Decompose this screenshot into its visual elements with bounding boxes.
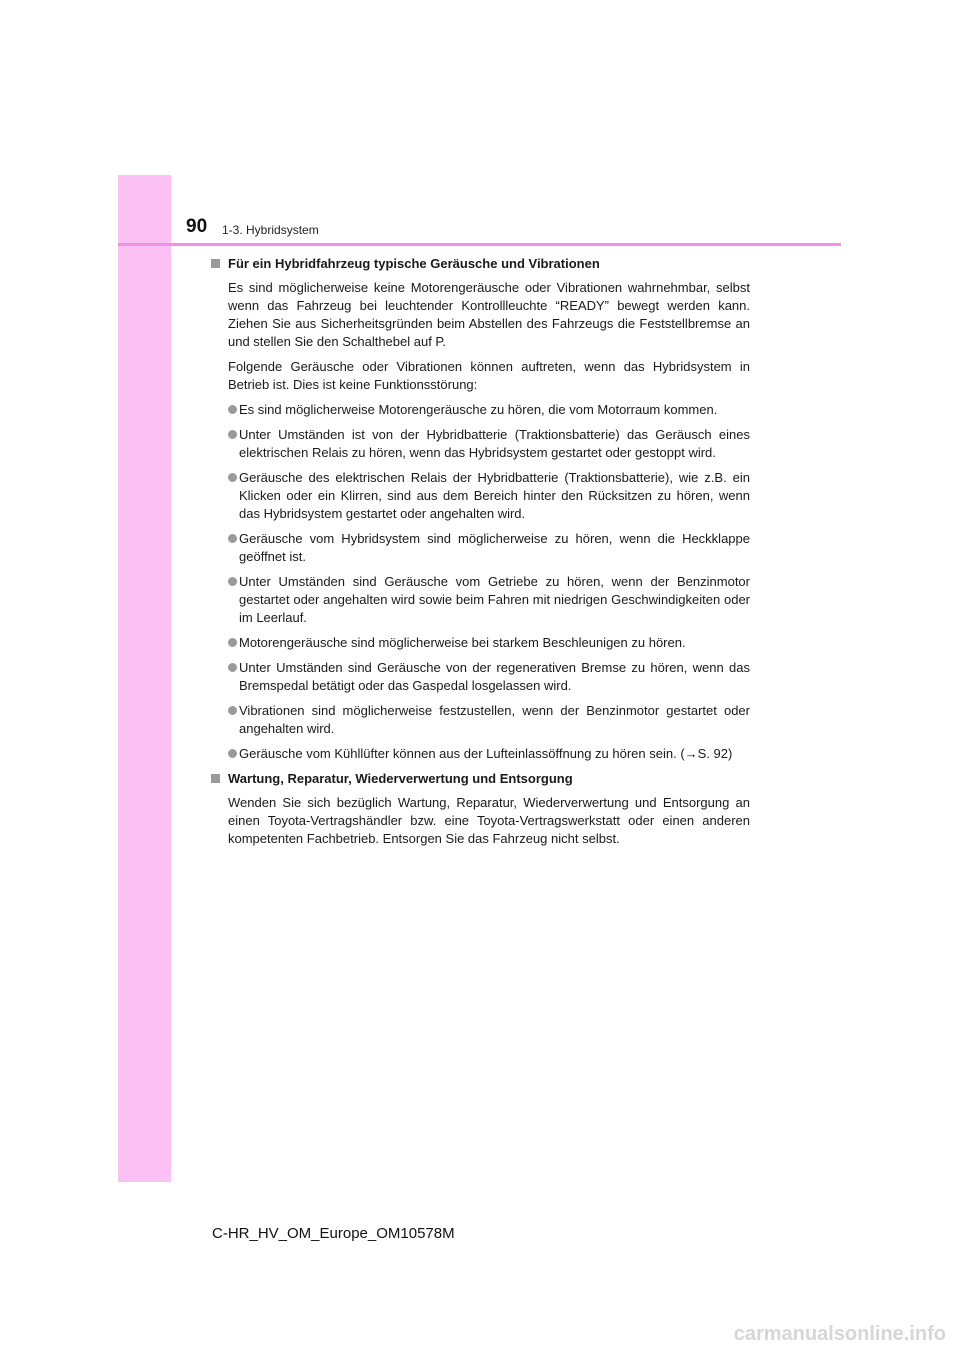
chapter-sidebar-tab — [118, 175, 171, 1182]
document-id: C-HR_HV_OM_Europe_OM10578M — [212, 1225, 455, 1242]
list-item — [228, 745, 750, 763]
round-bullet-icon — [228, 430, 237, 439]
paragraph: Wenden Sie sich bezüglich Wartung, Reparatur, Wiederverwertung und Entsorgung an einen Toyota-Vertragshändler bzw. eine Toyota-Vertragswerkstatt oder einen anderen kompetenten Fachbetrieb. Entsorgen Sie das Fahrzeug nicht selbst. — [228, 795, 750, 846]
list-item — [228, 401, 750, 419]
list-item-text: Vibrationen sind möglicherweise festzustellen, wenn der Benzinmotor gestartet oder angehalten wird. — [239, 703, 750, 736]
list-item — [228, 530, 750, 566]
list-item — [228, 426, 750, 462]
list-item-text: Unter Umständen sind Geräusche von der regenerativen Bremse zu hören, wenn das Bremspedal betätigt oder das Gaspedal losgelassen wird. — [239, 660, 750, 693]
list-item-text: Geräusche vom Hybridsystem sind möglicherweise zu hören, wenn die Heckklappe geöffnet ist. — [239, 531, 750, 564]
round-bullet-icon — [228, 473, 237, 482]
list-item — [228, 573, 750, 627]
round-bullet-icon — [228, 749, 237, 758]
watermark: carmanualsonline.info — [733, 1323, 946, 1345]
section-heading-text: Für ein Hybridfahrzeug typische Geräusche und Vibrationen — [228, 256, 600, 271]
round-bullet-icon — [228, 638, 237, 647]
paragraph: Folgende Geräusche oder Vibrationen können auftreten, wenn das Hybridsystem in Betrieb ist. Dies ist keine Funktionsstörung: — [228, 359, 750, 392]
paragraph: Es sind möglicherweise keine Motorengeräusche oder Vibrationen wahrnehmbar, selbst wenn das Fahrzeug bei leuchtender Kontrollleuchte “READY” bewegt werden kann. Ziehen Sie aus Sicherheitsgründen beim Abstellen des Fahrzeugs die Feststellbremse an und stellen Sie den Schalthebel auf P. — [228, 280, 750, 349]
list-item — [228, 634, 750, 652]
section-heading — [210, 255, 750, 273]
round-bullet-icon — [228, 534, 237, 543]
list-item-text: Motorengeräusche sind möglicherweise bei starkem Beschleunigen zu hören. — [239, 635, 686, 650]
square-bullet-icon — [211, 774, 220, 783]
list-item-text: Unter Umständen sind Geräusche vom Getriebe zu hören, wenn der Benzinmotor gestartet oder angehalten wird sowie beim Fahren mit niedrigen Geschwindigkeiten oder im Leerlauf. — [239, 574, 750, 625]
section-heading-text: Wartung, Reparatur, Wiederverwertung und Entsorgung — [228, 771, 573, 786]
section-heading — [210, 770, 750, 788]
list-item — [228, 702, 750, 738]
list-item — [228, 469, 750, 523]
header-rule — [118, 243, 841, 246]
list-item — [228, 659, 750, 695]
round-bullet-icon — [228, 577, 237, 586]
square-bullet-icon — [211, 259, 220, 268]
round-bullet-icon — [228, 405, 237, 414]
main-content — [210, 255, 750, 855]
list-item-text: Unter Umständen ist von der Hybridbatterie (Traktionsbatterie) das Geräusch eines elektrischen Relais zu hören, wenn das Hybridsystem gestartet oder gestoppt wird. — [239, 427, 750, 460]
list-item-text: Geräusche vom Kühllüfter können aus der Lufteinlassöffnung zu hören sein. (→S. 92) — [239, 746, 733, 761]
page-number: 90 — [186, 216, 208, 237]
section-title: 1-3. Hybridsystem — [222, 223, 319, 237]
list-item-text: Geräusche des elektrischen Relais der Hybridbatterie (Traktionsbatterie), wie z.B. ein Klicken oder ein Klirren, sind aus dem Bereich hinter den Rücksitzen zu hören, wenn das Hybridsystem gestartet oder angehalten wird. — [239, 470, 750, 521]
list-item-text: Es sind möglicherweise Motorengeräusche zu hören, die vom Motorraum kommen. — [239, 402, 718, 417]
round-bullet-icon — [228, 706, 237, 715]
round-bullet-icon — [228, 663, 237, 672]
